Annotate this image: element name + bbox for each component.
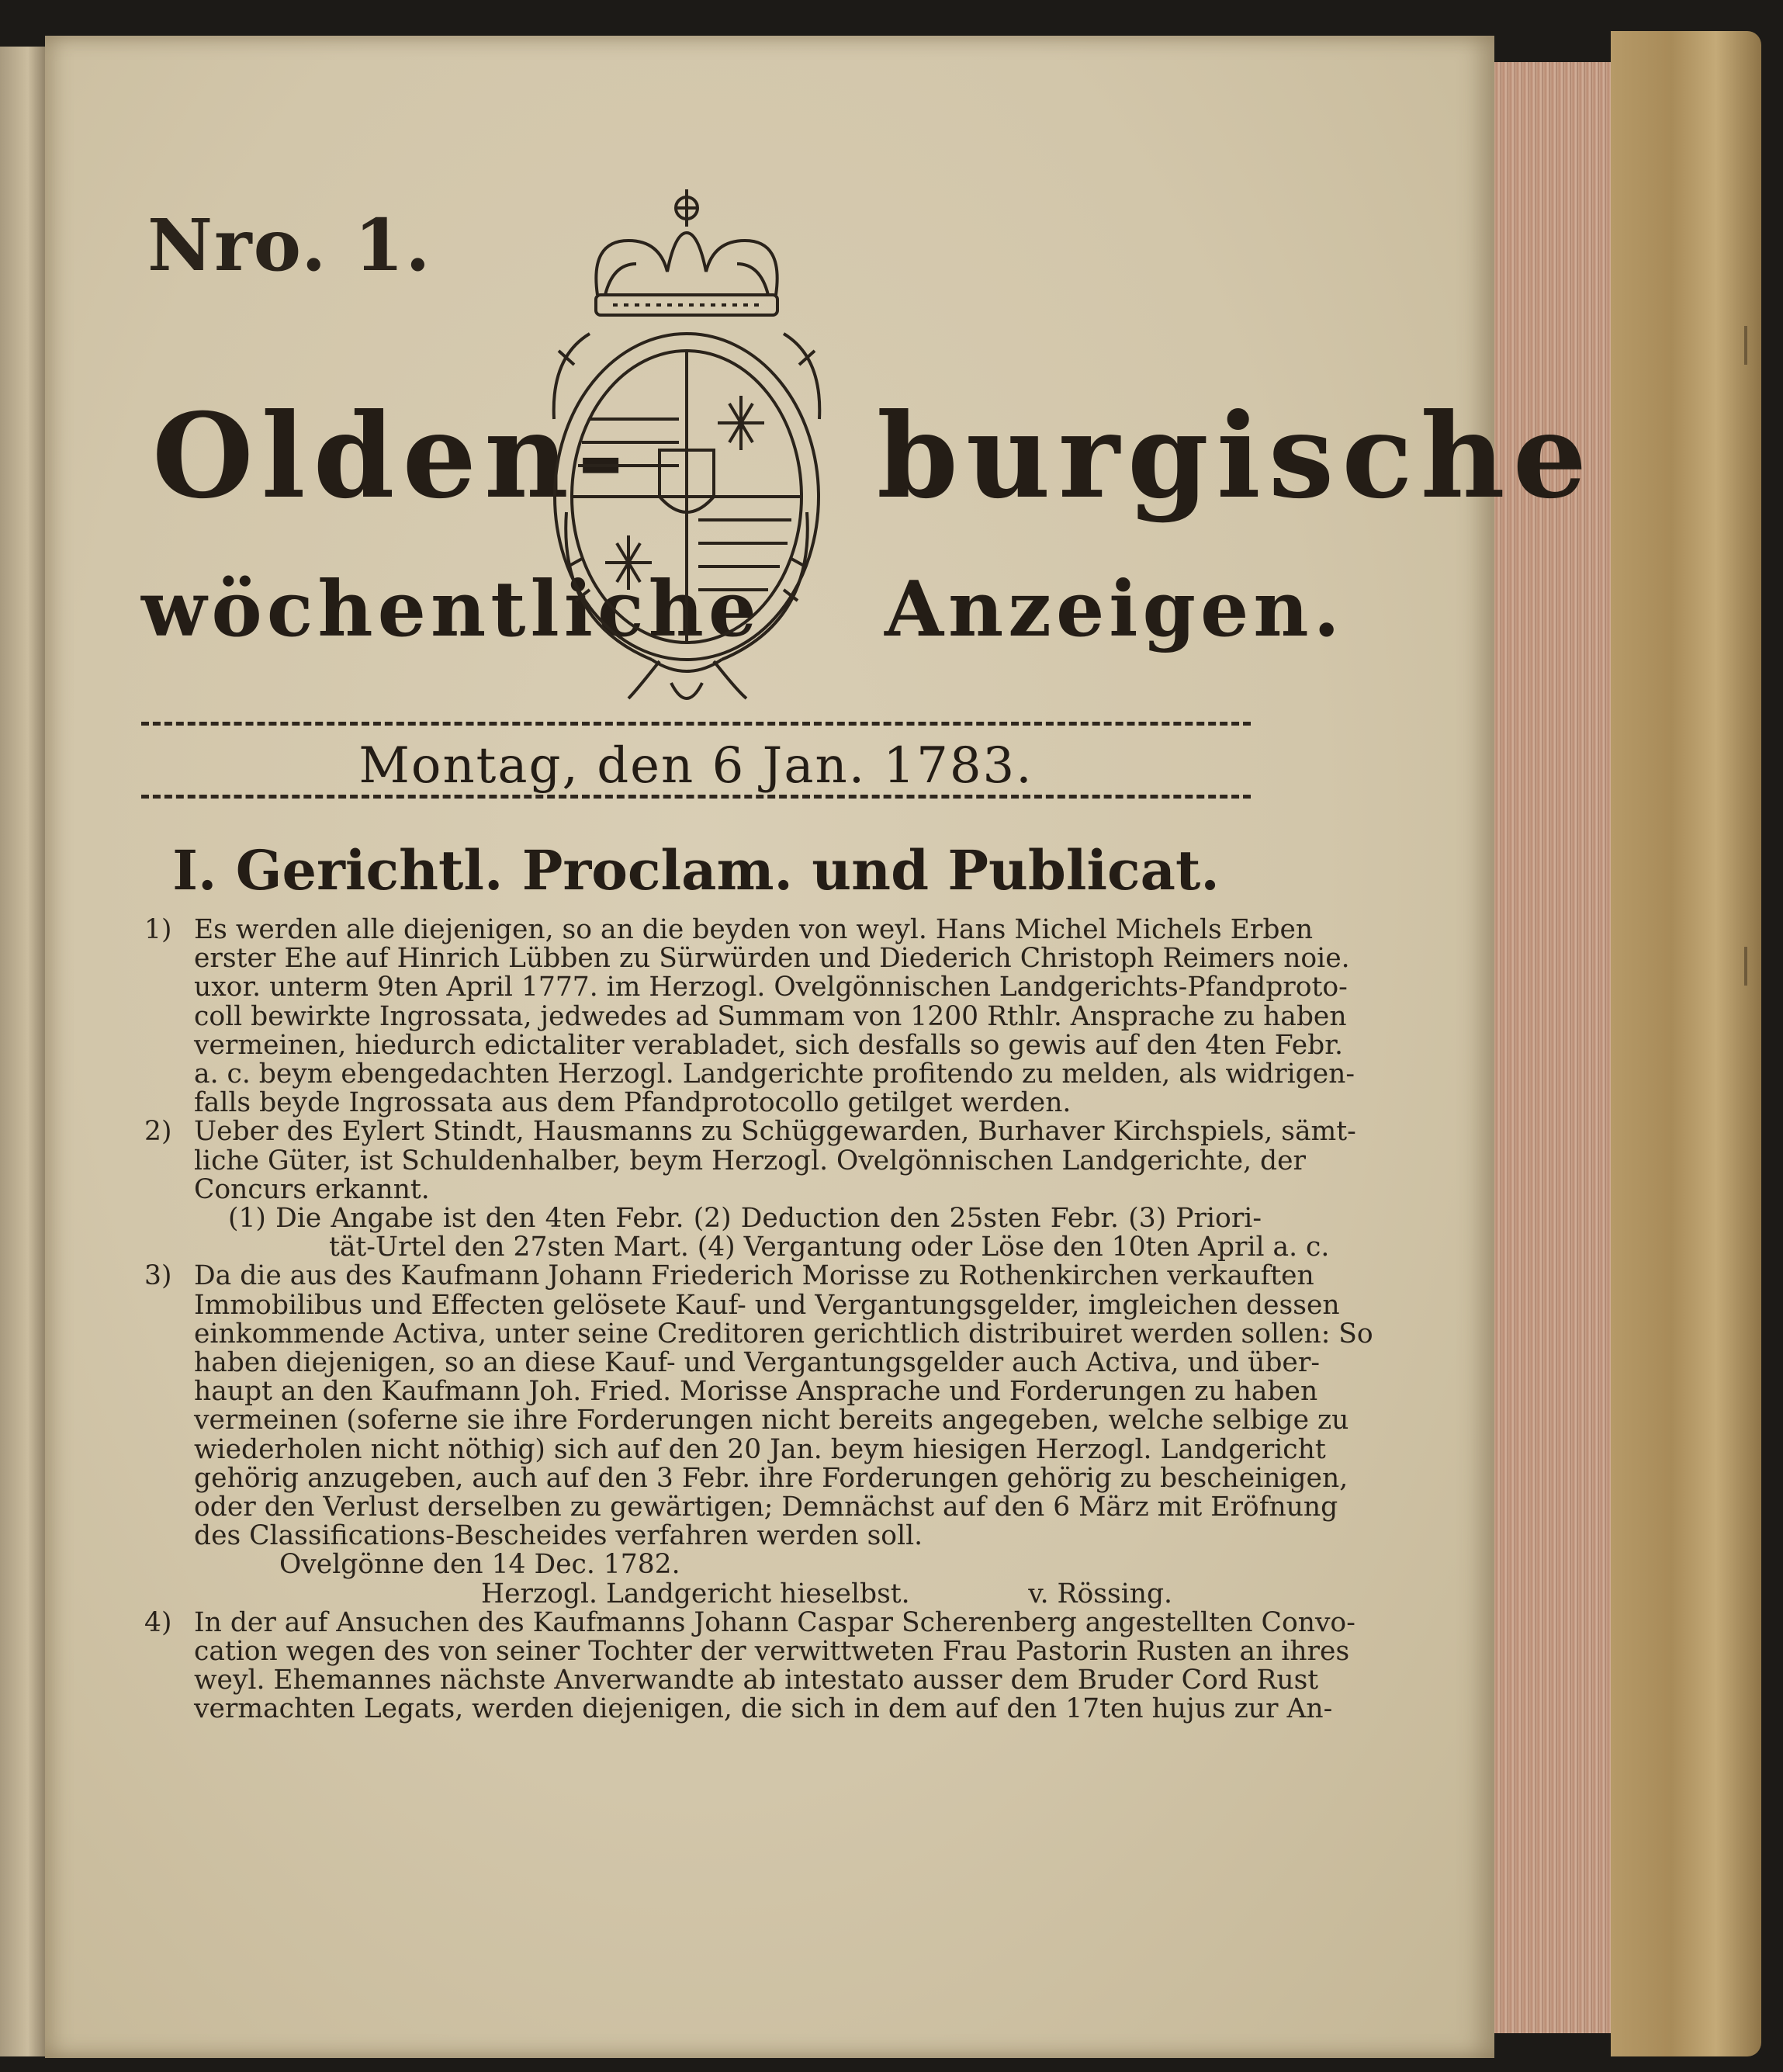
text-line: wiederholen nicht nöthig) sich auf den 20 Jan. beym hiesigen Herzogl. Landgericht (194, 1433, 1326, 1465)
cover-mark (1744, 326, 1747, 365)
text-line: Es werden alle diejenigen, so an die beyden von weyl. Hans Michel Michels Erben (194, 914, 1314, 945)
page-edges (1494, 62, 1611, 2033)
text-line: Da die aus des Kaufmann Johann Friederich Morisse zu Rothenkirchen verkauften (194, 1260, 1314, 1292)
text-line: weyl. Ehemannes nächste Anverwandte ab intestato ausser dem Bruder Cord Rust (194, 1665, 1319, 1696)
schedule-paragraph (144, 1203, 1330, 1263)
cover-mark (1744, 947, 1747, 986)
text-line: Ueber des Eylert Stindt, Hausmanns zu Schüggewarden, Burhaver Kirchspiels, sämt- (194, 1116, 1356, 1148)
place-date: Ovelgönne den 14 Dec. 1782. (279, 1549, 680, 1581)
text-line: falls beyde Ingrossata aus dem Pfandprotocollo getilget werden. (194, 1087, 1072, 1119)
notice-body (144, 914, 1373, 1725)
text-line: haben diejenigen, so an diese Kauf- und Vergantungsgelder auch Activa, und über- (194, 1347, 1320, 1379)
notice-paragraph (144, 1116, 1356, 1205)
issue-number: Nro. 1. (147, 203, 432, 287)
left-page-edge (0, 47, 47, 2056)
section-heading: I. Gerichtl. Proclam. und Publicat. (172, 838, 1220, 903)
top-rule (141, 722, 1251, 726)
text-line: a. c. beym ebengedachten Herzogl. Landgerichte profitendo zu melden, als widrigen- (194, 1059, 1355, 1090)
title-right-top: burgische (877, 388, 1595, 525)
paragraph-number: 3) (144, 1260, 172, 1292)
official-signature: v. Rössing. (1028, 1578, 1172, 1609)
text-line: tät-Urtel den 27sten Mart. (4) Vergantung oder Löse den 10ten April a. c. (329, 1232, 1330, 1263)
notice-paragraph (144, 914, 1355, 1119)
text-line: vermeinen (soferne sie ihre Forderungen nicht bereits angegeben, welche selbige zu (194, 1405, 1349, 1436)
text-line: cation wegen des von seiner Tochter der verwittweten Frau Pastorin Rusten an ihres (194, 1636, 1350, 1668)
text-line: vermachten Legats, werden diejenigen, die sich in dem auf den 17ten hujus zur An- (194, 1693, 1333, 1725)
book-cover (1611, 31, 1761, 2056)
title-left-top: Olden- (152, 388, 633, 525)
text-line: einkommende Activa, unter seine Creditoren gerichtlich distribuiret werden sollen: So (194, 1318, 1373, 1350)
text-line: oder den Verlust derselben zu gewärtigen; Demnächst auf den 6 März mit Eröfnung (194, 1492, 1338, 1523)
paragraph-number: 1) (144, 914, 172, 945)
text-line: vermeinen, hiedurch edictaliter verabladet, sich desfalls so gewis auf den 4ten Febr. (194, 1029, 1343, 1061)
bottom-rule (141, 795, 1251, 799)
dateline: Montag, den 6 Jan. 1783. (358, 737, 1033, 795)
text-line: (1) Die Angabe ist den 4ten Febr. (2) Deduction den 25sten Febr. (3) Priori- (228, 1203, 1262, 1235)
notice-paragraph (144, 1606, 1355, 1725)
text-line: uxor. unterm 9ten April 1777. im Herzogl. Ovelgönnischen Landgerichts-Pfandproto- (194, 972, 1348, 1003)
paragraph-number: 2) (144, 1116, 172, 1148)
text-line: coll bewirkte Ingrossata, jedwedes ad Summam von 1200 Rthlr. Ansprache zu haben (194, 1000, 1347, 1032)
title-right-bottom: Anzeigen. (885, 565, 1345, 654)
text-line: gehörig anzugeben, auch auf den 3 Febr. ihre Forderungen gehörig zu bescheinigen, (194, 1462, 1349, 1494)
signature-row (194, 1580, 1262, 1609)
paragraph-number: 4) (144, 1606, 172, 1638)
court-signature: Herzogl. Landgericht hieselbst. (481, 1578, 910, 1609)
text-line: des Classifications-Bescheides verfahren werden soll. (194, 1520, 923, 1552)
text-line: Immobilibus und Effecten gelösete Kauf- und Vergantungsgelder, imgleichen dessen (194, 1289, 1340, 1321)
notice-paragraph (144, 1260, 1373, 1609)
title-left-bottom: wöchentliche (141, 565, 762, 654)
text-line: In der auf Ansuchen des Kaufmanns Johann Caspar Scherenberg angestellten Convo- (194, 1606, 1355, 1638)
text-line: haupt an den Kaufmann Joh. Fried. Morisse Ansprache und Forderungen zu haben (194, 1376, 1318, 1408)
text-line: Concurs erkannt. (194, 1173, 430, 1205)
coat-of-arms-icon (543, 186, 877, 714)
text-line: liche Güter, ist Schuldenhalber, beym Herzogl. Ovelgönnischen Landgerichte, der (194, 1145, 1306, 1176)
text-line: erster Ehe auf Hinrich Lübben zu Sürwürden und Diederich Christoph Reimers noie. (194, 943, 1350, 975)
